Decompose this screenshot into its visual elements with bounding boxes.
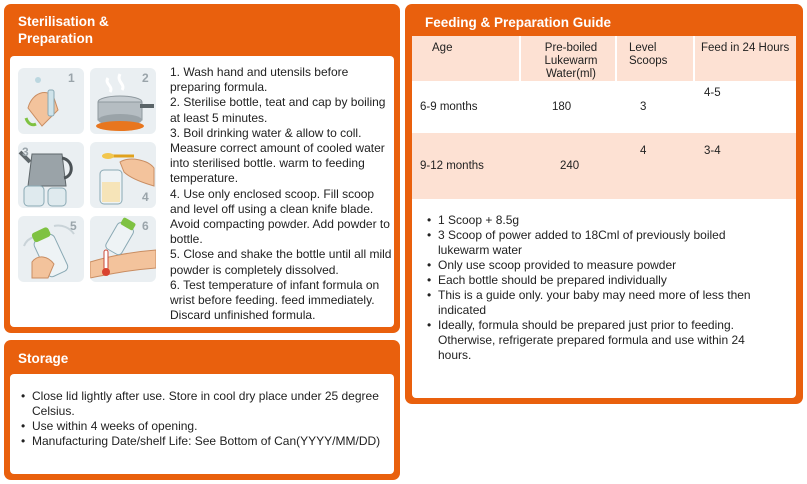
storage-list	[18, 389, 388, 449]
step-number-6: 6	[142, 219, 149, 233]
header-age: Age	[412, 36, 520, 81]
feeding-note: • Ideally, formula should be prepared just prior to feeding. Otherwise, refrigerate prepared formula and use within 24 hours.	[424, 318, 774, 363]
storage-body	[10, 374, 394, 474]
table-row	[412, 133, 796, 199]
header-feeds: Feed in 24 Hours	[694, 36, 796, 81]
cell-feeds: 4-5	[694, 81, 796, 133]
storage-item: • Use within 4 weeks of opening.	[18, 419, 388, 434]
kettle-illustration	[18, 142, 84, 208]
feeding-note: • 1 Scoop + 8.5g	[424, 213, 774, 228]
cell-feeds: 3-4	[694, 133, 796, 199]
cell-scoops: 3	[616, 81, 694, 133]
table-row	[412, 81, 796, 133]
sterilisation-title-line1: Sterilisation &	[18, 14, 109, 29]
step-3-text: 3. Boil drinking water & allow to coll. Measure correct amount of cooled water into sterilised bottle. warm to feeding temperature.	[170, 125, 385, 186]
preparation-steps	[170, 65, 392, 323]
step-5-text: 5. Close and shake the bottle until all mild powder is completely dissolved.	[170, 247, 392, 277]
sterilisation-panel	[4, 4, 400, 333]
step-number-2: 2	[142, 71, 149, 85]
cell-age: 9-12 months	[412, 133, 520, 199]
cell-age: 6-9 months	[412, 81, 520, 133]
feeding-guide-body	[412, 36, 796, 398]
wash-hands-illustration	[18, 68, 84, 134]
boiling-pot-illustration	[90, 68, 156, 134]
step-number-1: 1	[68, 71, 75, 85]
feeding-guide-title: Feeding & Preparation Guide	[425, 15, 612, 30]
cell-water: 240	[520, 133, 616, 199]
scoop-illustration	[90, 142, 156, 208]
sterilisation-body	[10, 56, 394, 327]
table-header-row	[412, 36, 796, 81]
step-1-text: 1. Wash hand and utensils before preparing formula.	[170, 65, 349, 95]
feeding-note: • Only use scoop provided to measure powder	[424, 258, 774, 273]
storage-item: • Close lid lightly after use. Store in cool dry place under 25 degree Celsius.	[18, 389, 388, 419]
sterilisation-title-line2: Preparation	[18, 31, 94, 46]
cell-water: 180	[520, 81, 616, 133]
step-number-5: 5	[70, 219, 77, 233]
feeding-table	[412, 36, 796, 199]
feeding-note: • This is a guide only. your baby may need more of less then indicated	[424, 288, 774, 318]
test-temperature-illustration	[90, 216, 156, 282]
header-water: Pre-boiled Lukewarm Water(ml)	[520, 36, 616, 81]
feeding-guide-panel	[405, 4, 803, 404]
storage-title: Storage	[18, 351, 69, 366]
step-4-text: 4. Use only enclosed scoop. Fill scoop and level off using a clean knife blade. Avoid compacting powder. Add powder to bottle.	[170, 186, 390, 247]
step-6-text: 6. Test temperature of infant formula on wrist before feeding. feed immediately. Discard unfinished formula.	[170, 277, 380, 323]
feeding-notes-list	[424, 213, 774, 363]
step-number-4: 4	[142, 190, 149, 204]
header-scoops: Level Scoops	[616, 36, 694, 81]
storage-panel	[4, 340, 400, 480]
cell-scoops: 4	[616, 133, 694, 199]
shake-bottle-illustration	[18, 216, 84, 282]
step-2-text: 2. Sterilise bottle, teat and cap by boiling at least 5 minutes.	[170, 95, 386, 125]
feeding-note: • Each bottle should be prepared individually	[424, 273, 774, 288]
feeding-note: • 3 Scoop of power added to 18Cml of previously boiled lukewarm water	[424, 228, 774, 258]
sterilisation-title	[18, 13, 178, 47]
storage-item: • Manufacturing Date/shelf Life: See Bottom of Can(YYYY/MM/DD)	[18, 434, 388, 449]
step-number-3: 3	[22, 145, 29, 159]
